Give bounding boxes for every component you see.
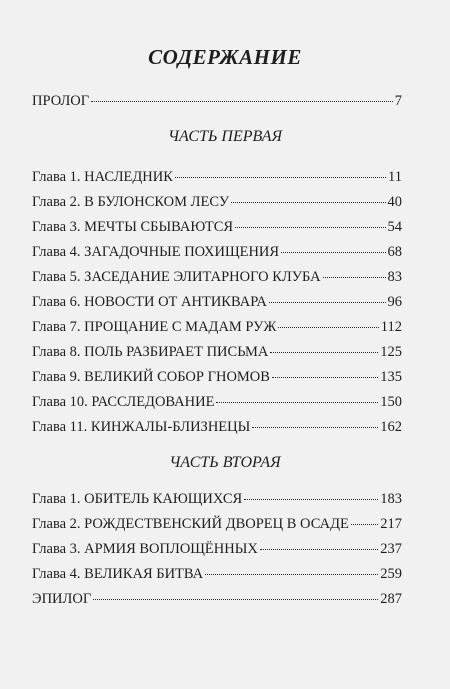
entry-page-number: 183 (380, 491, 402, 507)
dot-leader (281, 252, 385, 253)
toc-entry (32, 491, 402, 516)
entry-label: Глава 9. ВЕЛИКИЙ СОБОР ГНОМОВ (32, 369, 270, 385)
dot-leader (235, 227, 385, 228)
toc-entry (32, 219, 402, 244)
toc-entry (32, 369, 402, 394)
toc-entry (32, 566, 402, 591)
entry-label: ЭПИЛОГ (32, 591, 92, 607)
dot-leader (323, 277, 386, 278)
toc-part-two-list (32, 491, 402, 616)
page-title: СОДЕРЖАНИЕ (148, 45, 302, 69)
entry-label: Глава 1. НАСЛЕДНИК (32, 169, 173, 185)
dot-leader (272, 377, 378, 378)
toc-entry (32, 269, 402, 294)
dot-leader (270, 352, 378, 353)
entry-page-number: 217 (380, 516, 402, 532)
entry-page-number: 96 (387, 294, 402, 310)
entry-page-number: 125 (380, 344, 402, 360)
toc-entry-epilogue (32, 591, 402, 616)
dot-leader (278, 327, 378, 328)
dot-leader (91, 101, 393, 102)
dot-leader (231, 202, 385, 203)
entry-label: ПРОЛОГ (32, 93, 90, 109)
entry-page-number: 237 (380, 541, 402, 557)
entry-label: Глава 2. В БУЛОНСКОМ ЛЕСУ (32, 194, 230, 210)
entry-page-number: 287 (380, 591, 402, 607)
entry-label: Глава 5. ЗАСЕДАНИЕ ЭЛИТАРНОГО КЛУБА (32, 269, 321, 285)
entry-label: Глава 11. КИНЖАЛЫ-БЛИЗНЕЦЫ (32, 419, 251, 435)
toc-entry (32, 319, 402, 344)
part-one-heading: ЧАСТЬ ПЕРВАЯ (168, 128, 282, 145)
dot-leader (260, 549, 378, 550)
entry-page-number: 40 (387, 194, 402, 210)
dot-leader (205, 574, 378, 575)
dot-leader (351, 524, 378, 525)
entry-page-number: 150 (380, 394, 402, 410)
dot-leader (175, 177, 386, 178)
entry-label: Глава 1. ОБИТЕЛЬ КАЮЩИХСЯ (32, 491, 243, 507)
entry-label: Глава 6. НОВОСТИ ОТ АНТИКВАРА (32, 294, 267, 310)
entry-page-number: 162 (380, 419, 402, 435)
entry-page-number: 135 (380, 369, 402, 385)
toc-entry (32, 194, 402, 219)
entry-label: Глава 7. ПРОЩАНИЕ С МАДАМ РУЖ (32, 319, 277, 335)
toc-entry (32, 344, 402, 369)
entry-page-number: 112 (380, 319, 402, 335)
dot-leader (93, 599, 378, 600)
toc-entry (32, 169, 402, 194)
toc-prologue-block (32, 93, 402, 118)
toc-entry (32, 419, 402, 444)
dot-leader (244, 499, 378, 500)
dot-leader (216, 402, 378, 403)
part-two-heading: ЧАСТЬ ВТОРАЯ (169, 454, 281, 471)
entry-page-number: 54 (387, 219, 402, 235)
entry-label: Глава 3. МЕЧТЫ СБЫВАЮТСЯ (32, 219, 234, 235)
entry-page-number: 11 (388, 169, 402, 185)
toc-part-one-list (32, 169, 402, 444)
entry-label: Глава 8. ПОЛЬ РАЗБИРАЕТ ПИСЬМА (32, 344, 269, 360)
entry-label: Глава 3. АРМИЯ ВОПЛОЩЁННЫХ (32, 541, 258, 557)
entry-label: Глава 4. ЗАГАДОЧНЫЕ ПОХИЩЕНИЯ (32, 244, 280, 260)
entry-label: Глава 4. ВЕЛИКАЯ БИТВА (32, 566, 204, 582)
dot-leader (252, 427, 378, 428)
entry-page-number: 259 (380, 566, 402, 582)
toc-entry (32, 294, 402, 319)
entry-page-number: 83 (387, 269, 402, 285)
dot-leader (269, 302, 386, 303)
entry-label: Глава 2. РОЖДЕСТВЕНСКИЙ ДВОРЕЦ В ОСАДЕ (32, 516, 349, 532)
entry-page-number: 7 (394, 93, 402, 109)
toc-entry (32, 244, 402, 269)
toc-entry (32, 516, 402, 541)
toc-entry (32, 541, 402, 566)
toc-entry-prologue (32, 93, 402, 118)
entry-page-number: 68 (387, 244, 402, 260)
toc-entry (32, 394, 402, 419)
entry-label: Глава 10. РАССЛЕДОВАНИЕ (32, 394, 215, 410)
